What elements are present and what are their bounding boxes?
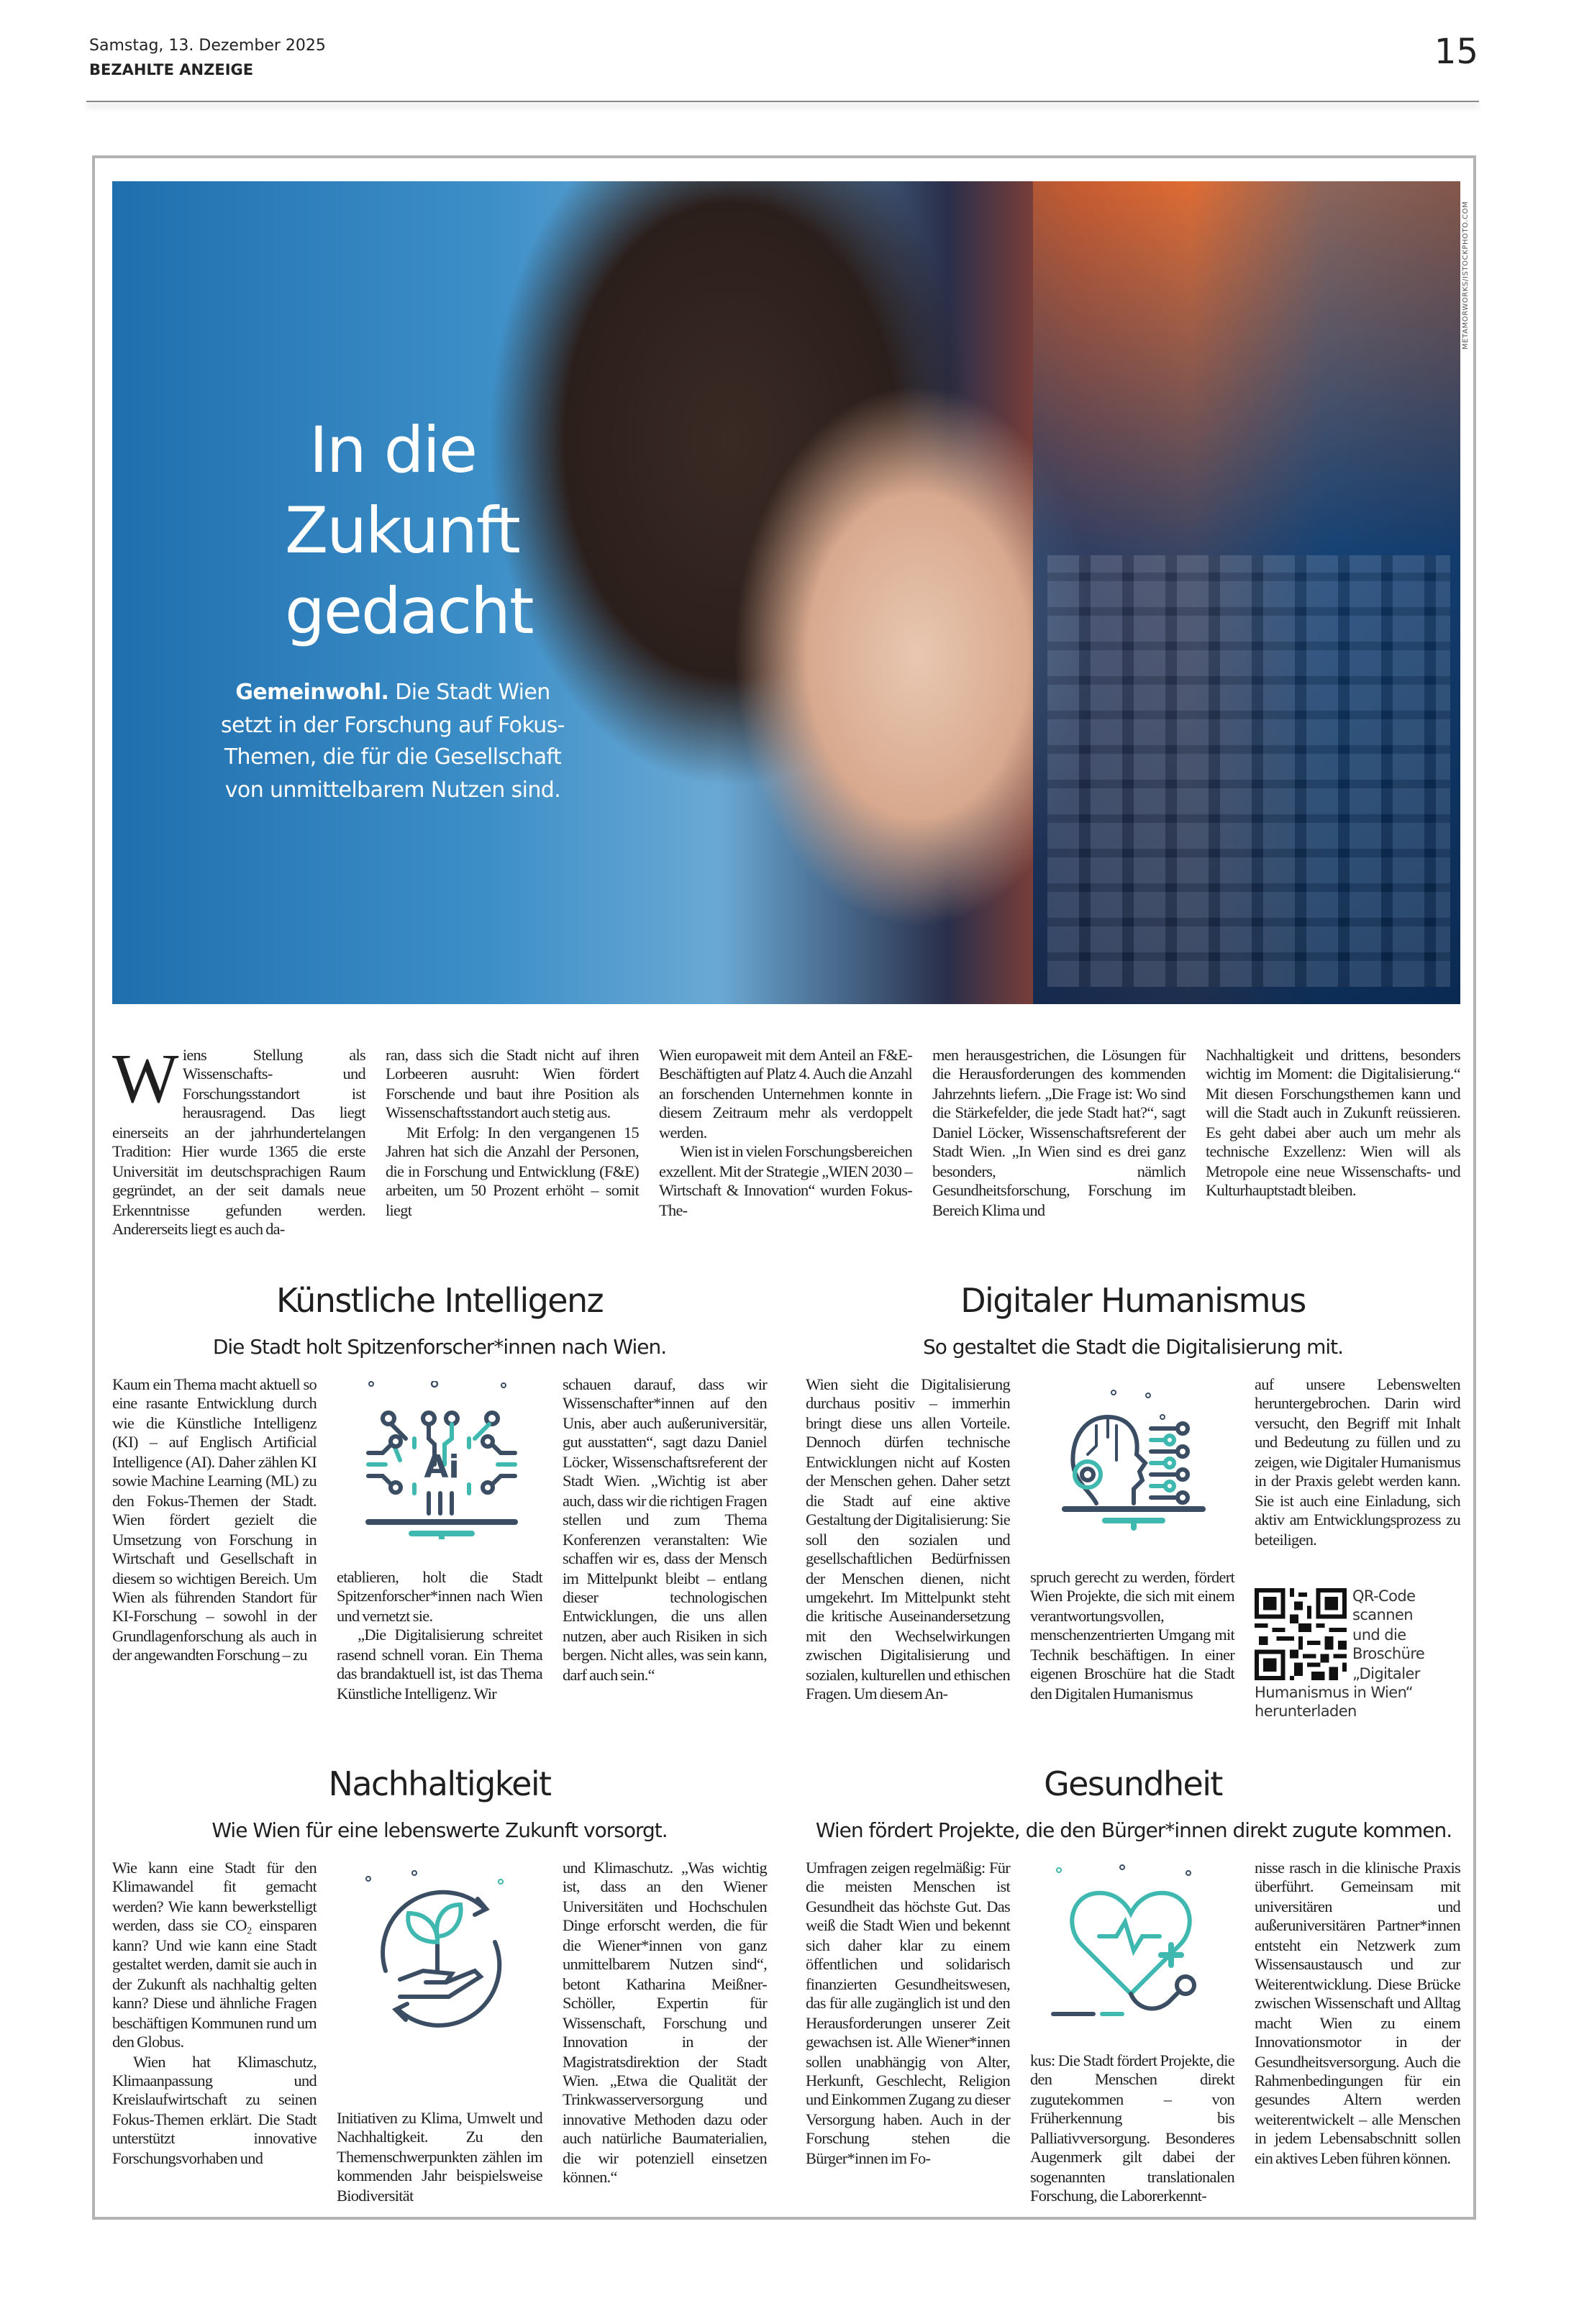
paragraph: etablieren, holt die Stadt Spitzenforscher*innen nach Wien und vernetzt sie. bbox=[337, 1569, 542, 1626]
paragraph: Umfragen zeigen regelmäßig: Für die meisten Menschen ist Gesundheit das höchste Gut. Das weiß die Stadt Wien und bekennt sich daher klar zu einem öffentlichen und solidarisch finanzierten Gesundheitswesen, das für alle zugänglich ist und den Herausforderungen unserer Zeit gewachsen ist. Alle Wiener*innen sollen unabhängig von Alter, Herkunft, Geschlecht, Religion und Einkommen Zugang zu dieser Versorgung haben. Auch in der Forschung stehen die Bürger*innen im Fo- bbox=[806, 1860, 1010, 2168]
hero-image-tiles bbox=[1047, 555, 1450, 987]
qr-caption-line: „Digitaler bbox=[1352, 1665, 1420, 1683]
paragraph: „Die Digitalisierung schreitet rasend schnell voran. Ein Thema das brandaktuell ist, ist das Thema Künstliche Intelligenz. Wir bbox=[337, 1627, 542, 1703]
issue-date: Samstag, 13. Dezember 2025 bbox=[89, 36, 326, 55]
paragraph: auf unsere Lebenswelten heruntergebrochen. Darin wird versucht, den Begriff mit Inhalt und Bedeutung zu füllen und zu zeigen, wie Digitaler Humanismus in der Praxis gelebt werden kann. Sie ist auch eine Einladung, sich aktiv am Entwicklungsprozess zu beteiligen. bbox=[1255, 1377, 1460, 1549]
health-column-2 bbox=[1030, 2053, 1234, 2207]
paragraph: spruch gerecht zu werden, fördert Wien Projekte, die sich mit einem verantwortungsvollen, menschenzentrierten Umgang mit Technik beschäftigen. In einer eigenen Broschüre hat die Stadt den Digitalen Humanismus bbox=[1030, 1569, 1234, 1703]
digital-column-2 bbox=[1030, 1569, 1234, 1705]
section-title-digital-humanism: Digitaler Humanismus bbox=[960, 1283, 1306, 1321]
paragraph: Wie kann eine Stadt für den Klimawandel fit gemacht werden? Wie kann bewerkstelligt werden, dass sie CO₂ einsparen kann? Und wie kann eine Stadt gestaltet werden, damit sie auch in der Zukunft als nachhaltig gelten kann? Diese und ähnliche Fragen beschäftigen Kommunen rund um den Globus. bbox=[112, 1860, 317, 2052]
paragraph: Wien ist in vielen Forschungsbereichen exzellent. Mit der Strategie „WIEN 2030 – Wirtschaft & Innovation“ wurden Fokus-The- bbox=[659, 1144, 912, 1220]
paragraph: Wien europaweit mit dem Anteil an F&E-Beschäftigten auf Platz 4. Auch die Anzahl an forschenden Unternehmen konnte in diesem Zeitraum mehr als verdoppelt werden. bbox=[659, 1047, 912, 1142]
ai-icon-label: Ai bbox=[424, 1449, 460, 1485]
section-title-sustainability: Nachhaltigkeit bbox=[328, 1767, 551, 1804]
heart-stethoscope-icon bbox=[1050, 1864, 1211, 2025]
ai-circuit-icon bbox=[365, 1381, 518, 1539]
health-column-1 bbox=[806, 1860, 1010, 2170]
intro-column-4 bbox=[932, 1047, 1186, 1221]
hero-image bbox=[112, 181, 1460, 1004]
ki-column-3 bbox=[563, 1377, 767, 1687]
section-subtitle-sustainability: Wie Wien für eine lebenswerte Zukunft vorsorgt. bbox=[211, 1820, 668, 1843]
sustainability-column-3 bbox=[563, 1860, 767, 2189]
paragraph: men herausgestrichen, die Lösungen für die Herausforderungen des kommenden Jahrzehnts liefern. „Die Frage ist: Wo sind die Stärkefelder, die jede Stadt hat?“, sagt Daniel Löcker, Wissenschaftsreferent der Stadt Wien. „In Wien sind es drei ganz besonders, nämlich Gesundheitsforschung, Forschung im Bereich Klima und bbox=[932, 1047, 1186, 1220]
section-subtitle-health: Wien fördert Projekte, die den Bürger*innen direkt zugute kommen. bbox=[815, 1820, 1452, 1843]
paragraph: iens Stellung als Wissenschafts- und Forschungsstandort ist herausragend. Das liegt einerseits an der jahrhundertelangen Tradition: Hier wurde 1365 die erste Universität im deutschsprachigen Raum gegründet, an der seit damals neue Erkenntnisse gefunden werden. Andererseits liegt es auch da- bbox=[112, 1047, 365, 1239]
section-subtitle-digital-humanism: So gestaltet die Stadt die Digitalisierung mit. bbox=[922, 1336, 1344, 1359]
digital-column-3 bbox=[1255, 1377, 1460, 1551]
digital-head-icon bbox=[1062, 1388, 1206, 1532]
hero-subtitle bbox=[213, 676, 573, 806]
paragraph: Kaum ein Thema macht aktuell so eine rasante Entwicklung durch wie die Künstliche Intelligenz (KI) – auf Englisch Artificial Intelligence (AI). Daher zählen KI sowie Machine Learning (ML) zu den Fokus-Themen der Stadt. Wien fördert gezielt die Umsetzung von Forschung in Wirtschaft und Gesellschaft in diesem so wichtigen Bereich. Um Wien als führenden Standort für KI-Forschung – sowohl in der Grundlagenforschung als auch in der angewandten Forschung – zu bbox=[112, 1377, 317, 1665]
qr-caption bbox=[1255, 1588, 1463, 1723]
qr-caption-line: scannen bbox=[1352, 1607, 1414, 1625]
hero-subtitle-text: Die Stadt Wien setzt in der Forschung auf Fokus-Themen, die für die Gesellschaft von unmittelbarem Nutzen sind. bbox=[221, 679, 565, 802]
paragraph: ran, dass sich die Stadt nicht auf ihren Lorbeeren ausruht: Wien fördert Forschende und baut ihre Position als Wissenschaftsstandort auch stetig aus. bbox=[386, 1047, 639, 1123]
digital-column-1 bbox=[806, 1377, 1010, 1705]
paragraph: Wien hat Klimaschutz, Klimaanpassung und Kreislaufwirtschaft zu seinen Fokus-Themen erklärt. Die Stadt unterstützt innovative Forschungsvorhaben und bbox=[112, 2054, 317, 2168]
sustainability-column-1 bbox=[112, 1860, 317, 2170]
paragraph: nisse rasch in die klinische Praxis überführt. Gemeinsam mit universitären und außeruniversitären Partner*innen entsteht ein Netzwerk zum Wissensaustausch und zur Weiterentwicklung. Diese Brücke zwischen Wissenschaft und Alltag macht Wien zu einem Innovationsmotor in der Gesundheitsversorgung. Auch die Rahmenbedingungen für ein gesundes Altern werden weiterentwickelt – alle Menschen in jedem Lebensabschnitt sollen ein aktives Leben führen können. bbox=[1255, 1860, 1460, 2168]
paragraph: Nachhaltigkeit und drittens, besonders wichtig im Moment: die Digitalisierung.“ Mit diesen Forschungsthemen kann und will die Stadt auch in Zukunft reüssieren. Es geht dabei aber auch um mehr als technische Exzellenz: Wien will als Metropole eine neue Wissenschafts- und Kulturhauptstadt bleiben. bbox=[1206, 1047, 1460, 1200]
plant-in-hand-icon bbox=[357, 1870, 521, 2036]
dropcap: W bbox=[112, 1039, 178, 1118]
qr-caption-line: und die bbox=[1352, 1626, 1406, 1644]
paragraph: Mit Erfolg: In den vergangenen 15 Jahren hat sich die Anzahl der Personen, die in Forschung und Entwicklung (F&E) arbeiten, um 50 Prozent erhöht – somit liegt bbox=[386, 1124, 639, 1220]
qr-caption-line: QR-Code bbox=[1352, 1588, 1416, 1605]
ad-label: BEZAHLTE ANZEIGE bbox=[89, 62, 254, 79]
ki-column-2 bbox=[337, 1569, 542, 1705]
qr-caption-line: Broschüre bbox=[1352, 1646, 1425, 1664]
hero-subtitle-lead: Gemeinwohl. bbox=[235, 679, 389, 705]
intro-column-2 bbox=[386, 1047, 639, 1221]
header-divider bbox=[86, 101, 1479, 102]
sustainability-column-2 bbox=[337, 2110, 542, 2207]
intro-column-3 bbox=[659, 1047, 912, 1221]
photo-credit: METAMORWORKS/ISTOCKPHOTO.COM bbox=[1462, 201, 1470, 350]
paragraph: kus: Die Stadt fördert Projekte, die den Menschen direkt zugutekommen – von Früherkennung bis Palliativversorgung. Besonderes Augenmerk gilt dabei der sogenannten translationalen Forschung, die Laborerkennt- bbox=[1030, 2053, 1234, 2206]
paragraph: Initiativen zu Klima, Umwelt und Nachhaltigkeit. Zu den Themenschwerpunkten zählen im kommenden Jahr beispielsweise Biodiversität bbox=[337, 2110, 542, 2205]
paragraph: und Klimaschutz. „Was wichtig ist, dass an den Wiener Universitäten und Hochschulen Dinge erforscht werden, die für die Wiener*innen von ganz unmittelbarem Nutzen sind“, betont Katharina Meißner-Schöller, Expertin für Wissenschaft, Forschung und Innovation in der Magistratsdirektion der Stadt Wien. „Etwa die Qualität der Trinkwasserversorgung und innovative Methoden dazu oder auch natürliche Baumaterialien, die wir potenziell einsetzen können.“ bbox=[563, 1860, 767, 2187]
health-column-3 bbox=[1255, 1860, 1460, 2170]
qr-caption-line: herunterladen bbox=[1255, 1703, 1357, 1721]
qr-caption-line: Humanismus in Wien“ bbox=[1255, 1685, 1414, 1703]
intro-column-1 bbox=[112, 1039, 365, 1241]
section-title-ki: Künstliche Intelligenz bbox=[276, 1283, 604, 1321]
page-number: 15 bbox=[1434, 32, 1478, 72]
paragraph: Wien sieht die Digitalisierung durchaus positiv – immerhin bringt diese uns allen Vorteile. Dennoch dürfen technische Entwicklungen nicht auf Kosten der Menschen gehen. Daher setzt die Stadt auf eine aktive Gestaltung der Digitalisierung: Sie soll den sozialen und gesellschaftlichen Bedürfnissen der Menschen dienen, nicht umgekehrt. Im Mittelpunkt steht die kritische Auseinandersetzung mit den Wechselwirkungen zwischen Digitalisierung und sozialen, kulturellen und ethischen Fragen. Um diesem An- bbox=[806, 1377, 1010, 1704]
hero-title: In die Zukunft gedacht bbox=[285, 414, 533, 649]
intro-column-5 bbox=[1206, 1047, 1460, 1202]
paragraph: schauen darauf, dass wir Wissenschafter*innen auf den Unis, aber auch außeruniversitär, gut ausstatten“, sagt dazu Daniel Löcker, Wissenschaftsreferent der Stadt Wien. „Wichtig ist aber auch, dass wir die richtigen Fragen stellen und zum Thema Konferenzen veranstalten: Wie schaffen wir es, dass der Mensch im Mittelpunkt bleibt – entlang dieser technologischen Entwicklungen, die uns allen nutzen, aber auch Risiken in sich bergen. Nicht alles, was sein kann, darf auch sein.“ bbox=[563, 1377, 767, 1685]
ki-column-1 bbox=[112, 1377, 317, 1667]
section-subtitle-ki: Die Stadt holt Spitzenforscher*innen nach Wien. bbox=[212, 1336, 667, 1359]
section-title-health: Gesundheit bbox=[1044, 1767, 1222, 1804]
